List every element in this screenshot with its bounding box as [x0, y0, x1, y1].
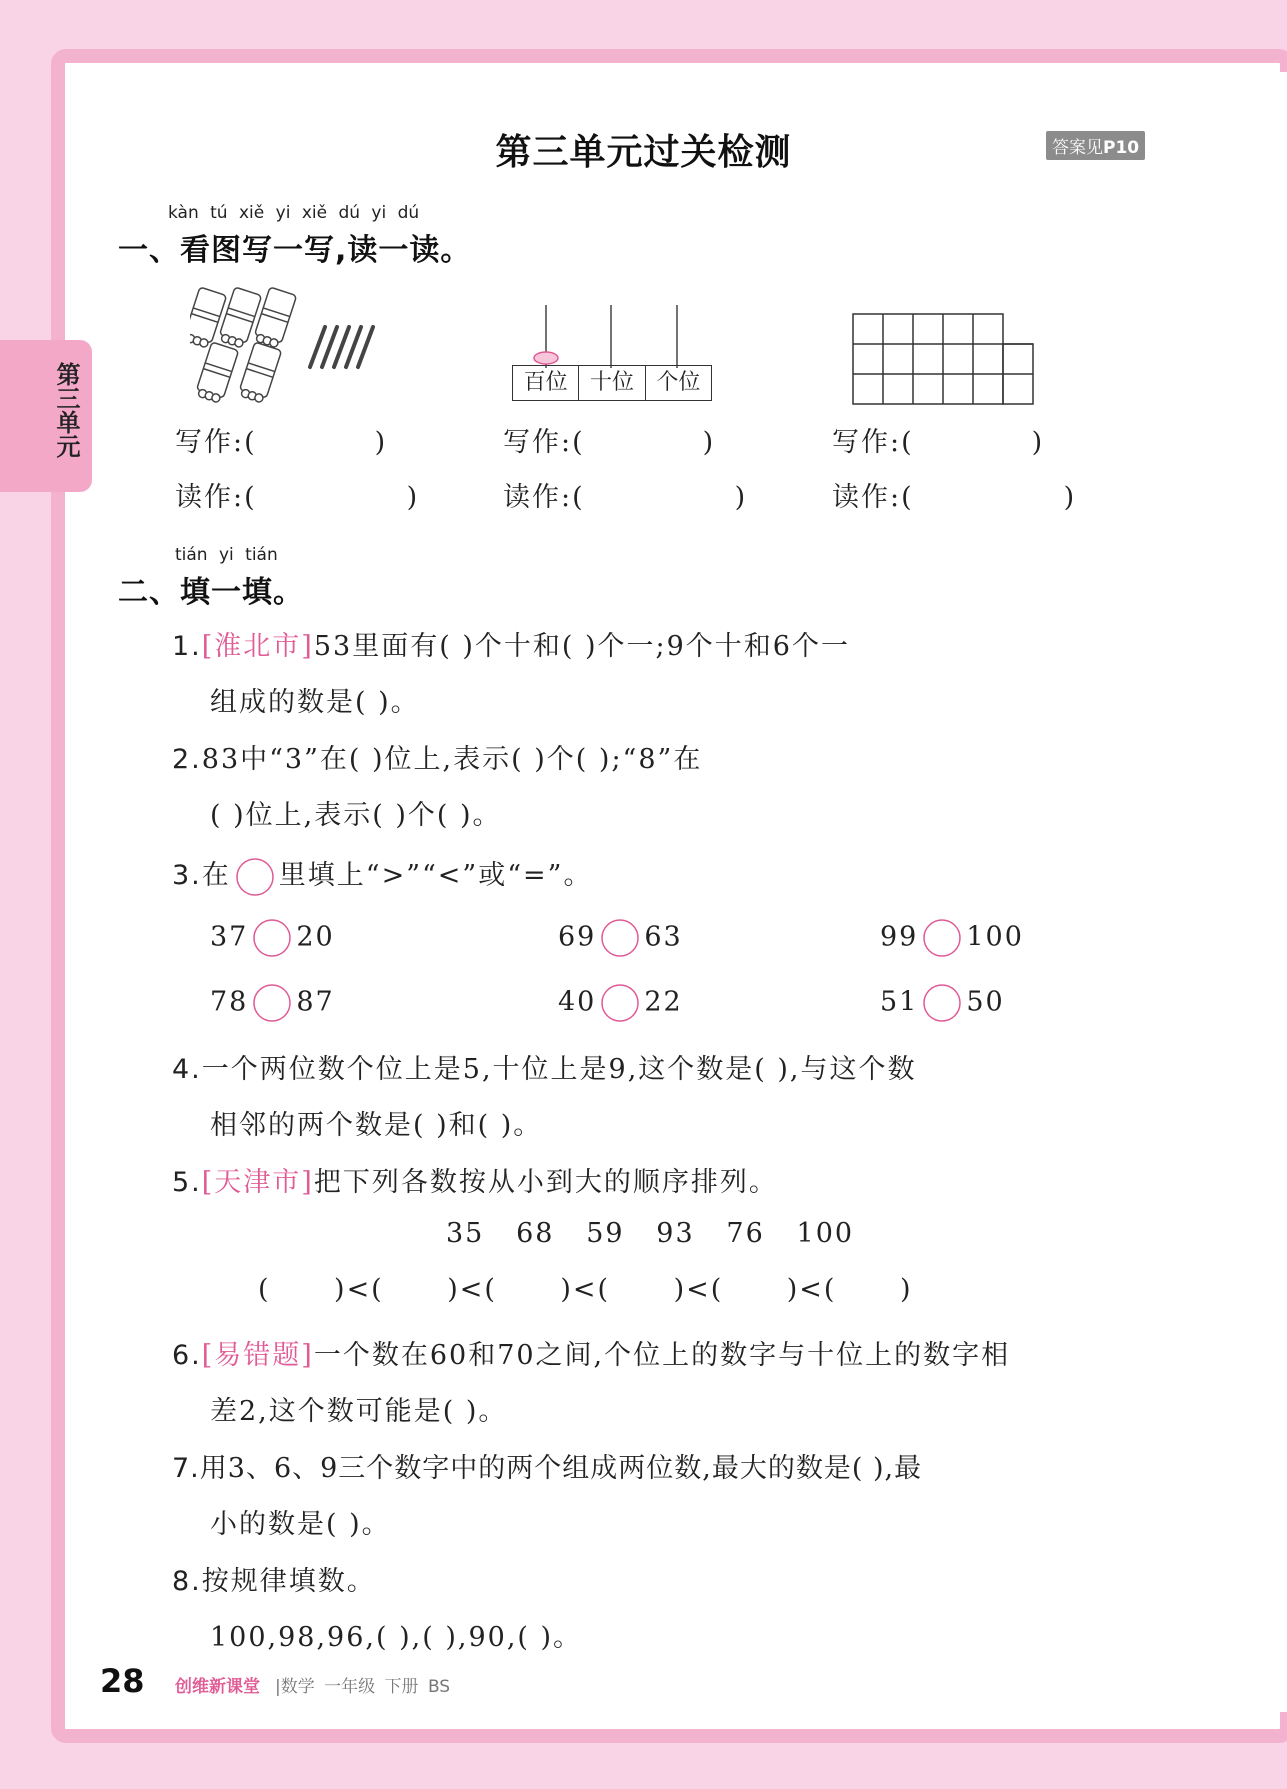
compare-circle-icon[interactable] [922, 983, 962, 1023]
question-2-line-2: ( )位上,表示( )个( )。 [210, 800, 502, 831]
question-8-line-2: 100,98,96,( ),( ),90,( )。 [210, 1622, 583, 1653]
question-6-line-2: 差2,这个数可能是( )。 [210, 1396, 508, 1427]
question-1-line-2: 组成的数是( )。 [210, 687, 420, 718]
compare-circle-icon[interactable] [600, 983, 640, 1023]
numbers-to-sort: 35 68 59 93 76 100 [446, 1218, 855, 1249]
place-value-labels [512, 365, 712, 401]
read-answer-2: 读作:( ) [503, 482, 748, 513]
brand-name: 创维新课堂 [175, 1677, 260, 1697]
question-4-line-2: 相邻的两个数是( )和( )。 [210, 1110, 543, 1141]
compare-circle-icon[interactable] [252, 918, 292, 958]
section1-heading: 一、看图写一写,读一读。 [118, 233, 472, 268]
page-title: 第三单元过关检测 [495, 132, 792, 173]
square-grid-image [852, 313, 1034, 405]
stick-bundles-image [190, 282, 390, 404]
read-answer-3: 读作:( ) [832, 482, 1077, 513]
compare-item: 69 63 [558, 918, 683, 958]
error-prone-tag: [易错题] [201, 1340, 314, 1371]
question-6-line-1: 6.[易错题]一个数在60和70之间,个位上的数字与十位上的数字相 [172, 1340, 1011, 1371]
sort-answer-blanks: ( )<( )<( )<( )<( )<( ) [258, 1274, 913, 1305]
region-tag: [天津市] [201, 1167, 314, 1198]
read-answer-1: 读作:( ) [175, 482, 420, 513]
question-5-line-1: 5.[天津市]把下列各数按从小到大的顺序排列。 [172, 1167, 778, 1198]
compare-item: 37 20 [210, 918, 335, 958]
section2-heading: 二、填一填。 [118, 575, 304, 610]
book-info: |数学 一年级 下册 BS [275, 1677, 451, 1697]
unit-side-tab: 第三单元 [0, 340, 92, 492]
section2-pinyin: tián yi tián [175, 545, 278, 565]
question-2-line-1: 2.83中“3”在( )位上,表示( )个( );“8”在 [172, 744, 703, 775]
page-number: 28 [100, 1662, 145, 1700]
compare-item: 78 87 [210, 983, 335, 1023]
compare-circle-icon[interactable] [922, 918, 962, 958]
question-8-line-1: 8.按规律填数。 [172, 1566, 376, 1597]
section1-pinyin: kàn tú xiě yi xiě dú yi dú [168, 203, 420, 223]
compare-circle-icon[interactable] [252, 983, 292, 1023]
tens-label: 十位 [579, 366, 645, 400]
compare-circle-icon[interactable] [600, 918, 640, 958]
answer-reference-badge: 答案见P10 [1046, 131, 1145, 160]
compare-item: 51 50 [880, 983, 1005, 1023]
write-answer-2: 写作:( ) [503, 427, 716, 458]
ones-label: 个位 [656, 370, 701, 395]
region-tag: [淮北市] [201, 631, 314, 662]
question-7-line-2: 小的数是( )。 [210, 1509, 391, 1540]
question-7-line-1: 7.用3、6、9三个数字中的两个组成两位数,最大的数是( ),最 [172, 1453, 923, 1484]
hundreds-label: 百位 [513, 366, 579, 400]
write-answer-3: 写作:( ) [832, 427, 1045, 458]
compare-item: 40 22 [558, 983, 683, 1023]
question-3-line-1: 3.在 里填上“>”“<”或“=”。 [172, 853, 592, 897]
question-4-line-1: 4.一个两位数个位上是5,十位上是9,这个数是( ),与这个数 [172, 1054, 917, 1085]
compare-item: 99 100 [880, 918, 1024, 958]
question-1-line-1: 1.[淮北市]53里面有( )个十和( )个一;9个十和6个一 [172, 631, 850, 662]
write-answer-1: 写作:( ) [175, 427, 388, 458]
abacus-image [512, 300, 712, 368]
compare-circle-icon [235, 857, 275, 897]
